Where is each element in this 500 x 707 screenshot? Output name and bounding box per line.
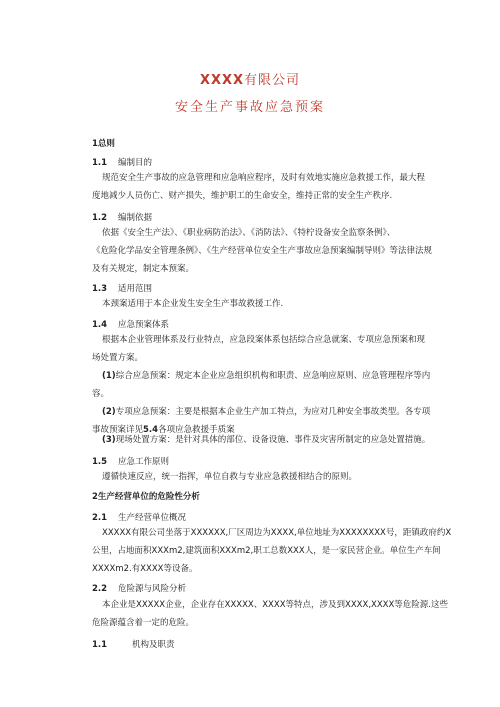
text-fragment: 各项应急救援手质案: [158, 425, 235, 435]
paragraph-principles: [92, 468, 447, 486]
section-number: 1.5: [92, 457, 108, 467]
text-line: 根据本企业管理体系及行业特点，应急段案体系包括综合应急就案、专项应急预案和现: [102, 335, 426, 345]
company-name-rest: 有限公司: [244, 73, 301, 88]
paragraph-onsite-plan: [92, 431, 447, 449]
section-label: 编制目的: [118, 158, 153, 168]
paragraph-system: [92, 331, 447, 367]
item-prefix: (2): [102, 407, 116, 417]
item-prefix: (1): [102, 371, 116, 381]
section-number: 1.3: [92, 284, 108, 294]
company-name-bold: XXXX: [199, 73, 245, 88]
section-2-heading: 2生产经营单位的危险性分析: [92, 492, 200, 502]
text-line: 容。: [92, 389, 110, 399]
section-organization-heading: [92, 638, 175, 650]
text-line: 及有关规定，制定本预案。: [92, 264, 195, 274]
section-number: 2.2: [92, 584, 108, 594]
section-label: 应急预案体系: [118, 320, 170, 330]
text-line: 场处置方案。: [92, 353, 144, 363]
section-1-2-heading: [92, 211, 152, 223]
section-1-4-heading: [92, 318, 169, 330]
company-title: [0, 69, 500, 88]
text-line: 现场处置方案：是针对具体的部位、设备设施、事件及灾害所制定的应急处置措施。: [115, 435, 431, 445]
text-fragment: 事故预案详见: [92, 425, 144, 435]
paragraph-comprehensive-plan: [92, 367, 447, 403]
text-line: 综合应急预案：规定本企业应急组织机构和职责、应急响应原则、应急管理程序等内: [115, 371, 431, 381]
section-label: 编制依据: [118, 213, 153, 223]
section-1-3-heading: [92, 282, 152, 294]
text-line: 遵循快速反应，统一指挥，单位自救与专业应急救援相结合的原则。: [102, 472, 358, 482]
text-line: 依据《安全生产法》、《职业病防治法》、《消防法》、《特柠设备安全监察条例》、: [102, 228, 396, 238]
section-2-1-heading: [92, 511, 186, 523]
paragraph-scope: [92, 295, 447, 313]
text-line: XXXXX有限公司坐落于XXXXXX,厂区周边为XXXX,单位地址为XXXXXXXX号，距镇政府约X: [102, 528, 452, 538]
section-label: 生产经营单位概况: [118, 513, 187, 523]
section-1-heading: 1总则: [92, 139, 115, 149]
text-line: 专项应急预案：主要是根据本企业生产加工特点，为应对几种安全事故类型。各专项: [115, 407, 431, 417]
section-number: 1.1: [92, 640, 108, 650]
section-number: 1.2: [92, 213, 108, 223]
item-prefix: (3): [102, 435, 116, 445]
section-2-2-heading: [92, 582, 186, 594]
text-line: 本颈案适用于本企业发生安全生产事故救援工作.: [102, 299, 284, 309]
paragraph-overview: [92, 524, 452, 578]
section-number: 2.1: [92, 513, 108, 523]
section-number: 1.4: [92, 320, 108, 330]
text-line: XXXXm2.有XXXX等设备。: [92, 564, 198, 574]
text-line: 规范安全生产事故的应急管理和应急响应程序，及时有效地实施应急救援工作，最大程: [102, 173, 426, 183]
section-label: 应急工作原则: [118, 457, 170, 467]
section-label: 机构及职责: [132, 640, 175, 650]
section-1-5-heading: [92, 455, 169, 467]
text-line: 本企业是XXXXX企业，企业存在XXXXX、XXXX等特点，涉及到XXXX,XXXX等危险源.这些: [102, 600, 449, 610]
reference-number: 5.4: [143, 425, 159, 435]
section-1-1-heading: [92, 156, 152, 168]
section-label: 适用范围: [118, 284, 153, 294]
section-number: 1.1: [92, 158, 108, 168]
text-line: 危险源蕴含着一定的危险。: [92, 618, 195, 628]
text-line: 公里，占地面积XXXm2,建筑面积XXXm2,职工总数XXX人，是一家民营企业。单位生产车间: [92, 546, 441, 556]
paragraph-risk: [92, 596, 447, 632]
paragraph-purpose: [92, 169, 447, 205]
text-line: 《危险化学品安全管理条例》、《生产经营单位安全生产事故应急预案编制导则》等法律法规: [92, 246, 433, 256]
text-line: 度地减少人员伤亡、财产损失，维护职工的生命安全，维持正常的安全生产秩序.: [92, 191, 393, 201]
paragraph-basis: [92, 224, 447, 278]
document-subtitle: 安全生产事故应急预案: [174, 100, 325, 115]
section-label: 危险源与风险分析: [118, 584, 187, 594]
